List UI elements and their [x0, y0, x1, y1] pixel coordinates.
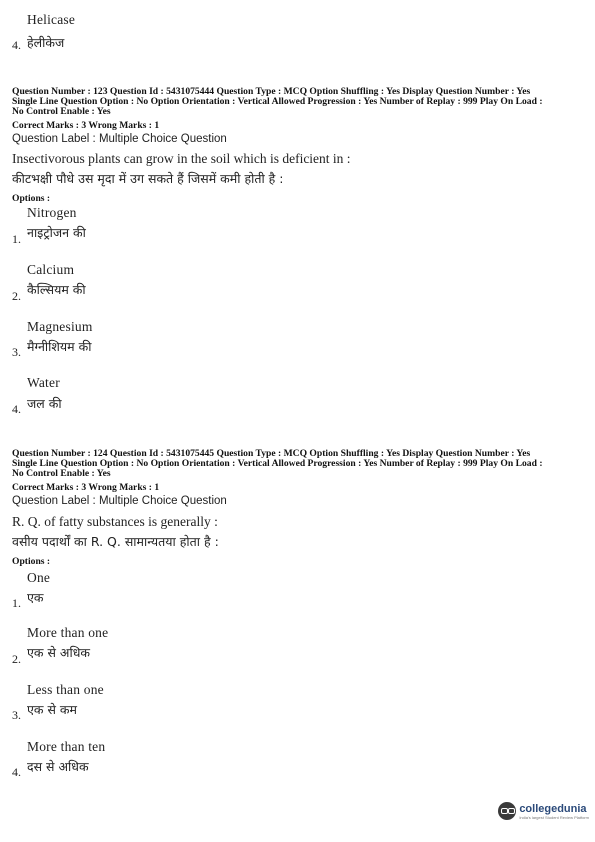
q124-marks: Correct Marks : 3 Wrong Marks : 1: [12, 482, 160, 493]
q124-meta-line-1: Question Number : 124 Question Id : 5431075445 Question Type : MCQ Option Shuffling : Yes Display Question Number : Yes: [12, 448, 531, 459]
q123-option-3-en: Magnesium: [27, 319, 93, 334]
q124-option-1-number: 1.: [12, 596, 21, 610]
q124-option-4-number: 4.: [12, 765, 21, 779]
q123-option-3-number: 3.: [12, 345, 21, 359]
q124-option-3-number: 3.: [12, 708, 21, 722]
q123-meta-line-3: No Control Enable : Yes: [12, 106, 111, 117]
q123-option-4-number: 4.: [12, 402, 21, 416]
q124-option-3-en: Less than one: [27, 682, 104, 697]
q123-question-label: Question Label : Multiple Choice Question: [12, 133, 227, 145]
prev-option-4-number: 4.: [12, 38, 21, 52]
q123-option-2-hi: कैल्सियम की: [27, 282, 86, 297]
logo-tagline: India's largest Student Review Platform: [519, 814, 589, 820]
q124-meta-line-2: Single Line Question Option : No Option Orientation : Vertical Allowed Progression : Yes Number of Replay : 999 Play On Load :: [12, 458, 543, 469]
q123-marks: Correct Marks : 3 Wrong Marks : 1: [12, 120, 160, 131]
prev-option-4-hi: हेलीकेज: [27, 35, 65, 50]
q123-options-header: Options :: [12, 193, 51, 204]
q123-option-1-hi: नाइट्रोजन की: [27, 225, 86, 240]
q124-option-2-en: More than one: [27, 625, 109, 640]
q124-question-text-en: R. Q. of fatty substances is generally :: [12, 514, 218, 529]
q124-options-header: Options :: [12, 556, 51, 567]
q124-option-4-hi: दस से अधिक: [27, 759, 89, 774]
q124-question-label: Question Label : Multiple Choice Question: [12, 495, 227, 507]
q124-meta-line-3: No Control Enable : Yes: [12, 468, 111, 479]
prev-option-4-en: Helicase: [27, 12, 76, 27]
q123-meta-line-2: Single Line Question Option : No Option Orientation : Vertical Allowed Progression : Yes Number of Replay : 999 Play On Load :: [12, 96, 543, 107]
q124-option-1-en: One: [27, 570, 51, 585]
q124-option-3-hi: एक से कम: [27, 702, 77, 717]
q123-question-text-hi: कीटभक्षी पौधे उस मृदा में उग सकते हैं जिसमें कमी होती है :: [12, 171, 284, 186]
q123-option-1-number: 1.: [12, 232, 21, 246]
q124-option-2-number: 2.: [12, 652, 21, 666]
q123-option-3-hi: मैग्नीशियम की: [27, 339, 92, 354]
q124-option-2-hi: एक से अधिक: [27, 645, 90, 660]
q124-option-4-en: More than ten: [27, 739, 106, 754]
mascot-icon: [498, 802, 516, 820]
q123-meta-line-1: Question Number : 123 Question Id : 5431075444 Question Type : MCQ Option Shuffling : Yes Display Question Number : Yes: [12, 86, 531, 97]
q123-option-2-en: Calcium: [27, 262, 75, 277]
collegedunia-logo: [498, 802, 589, 820]
q123-question-text-en: Insectivorous plants can grow in the soil which is deficient in :: [12, 151, 351, 166]
q123-option-4-en: Water: [27, 375, 60, 390]
q124-option-1-hi: एक: [27, 590, 44, 605]
q123-option-4-hi: जल की: [27, 396, 62, 411]
logo-name: collegedunia: [519, 802, 587, 815]
q123-option-1-en: Nitrogen: [27, 205, 77, 220]
q124-question-text-hi: वसीय पदार्थों का R. Q. सामान्यतया होता है :: [12, 534, 219, 549]
q123-option-2-number: 2.: [12, 289, 21, 303]
